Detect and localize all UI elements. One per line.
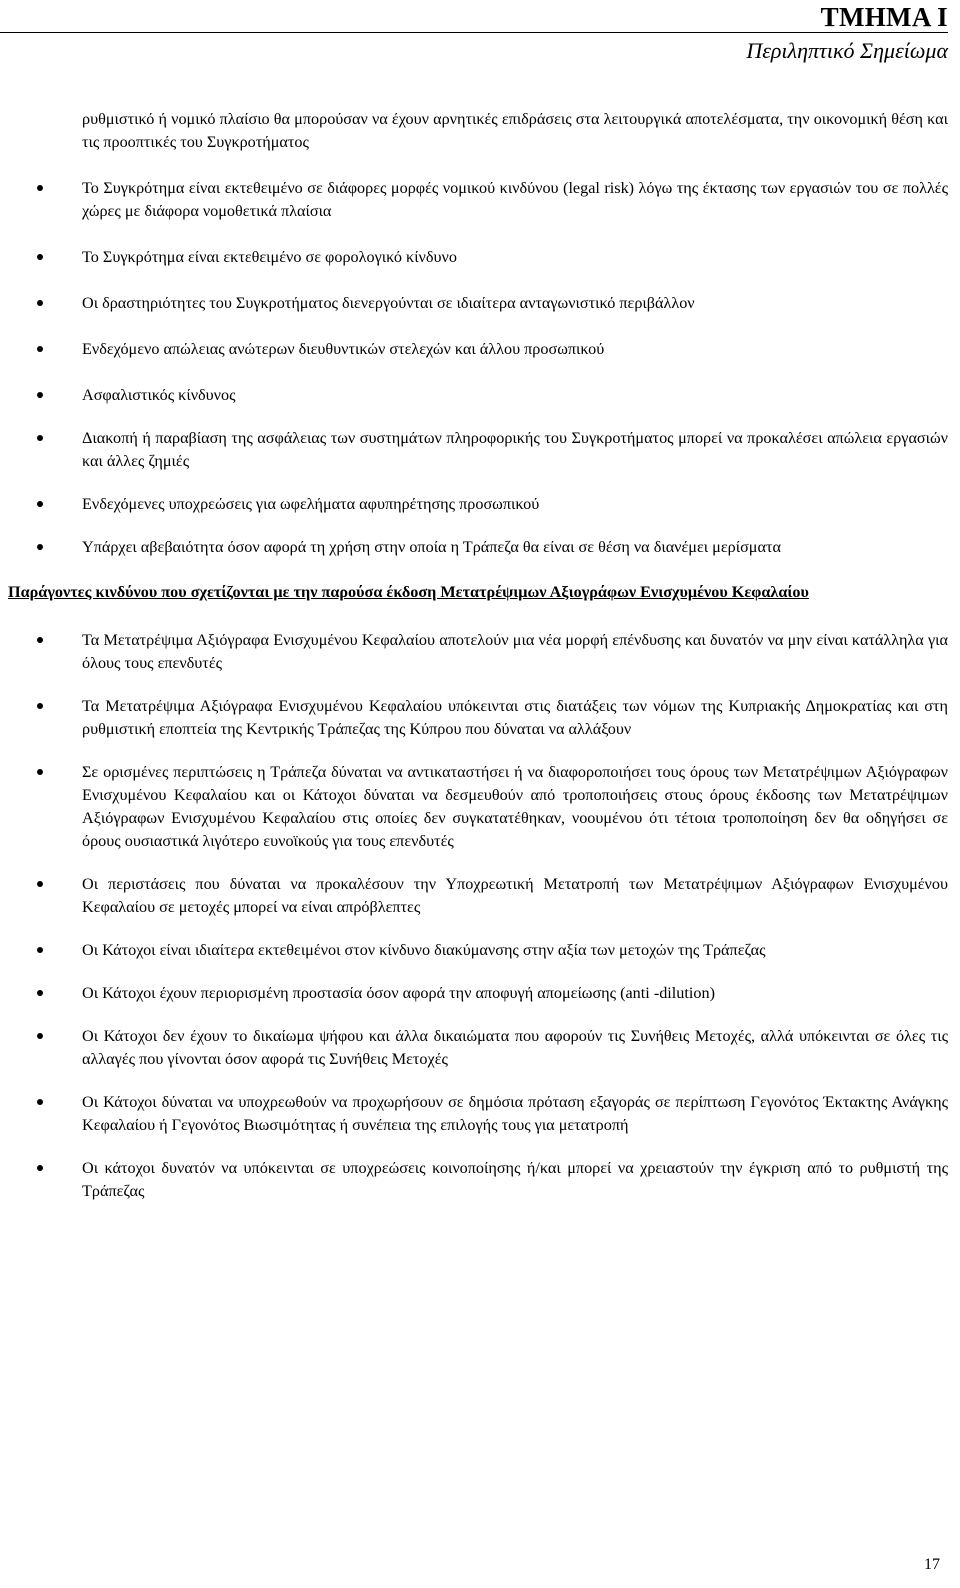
list-item xyxy=(82,493,948,516)
bullet-icon xyxy=(37,881,43,887)
document-body xyxy=(0,108,960,1203)
list-item-text: Οι περιστάσεις που δύναται να προκαλέσουν την Υποχρεωτική Μετατροπή των Μετατρέψιμων Αξιόγραφων Ενισχυμένου Κεφαλαίου σε μετοχές μπορεί να είναι απρόβλεπτες xyxy=(82,875,948,916)
list-item xyxy=(82,177,948,223)
list-item-text: Οι Κάτοχοι είναι ιδιαίτερα εκτεθειμένοι στον κίνδυνο διακύμανσης στην αξία των μετοχών της Τράπεζας xyxy=(82,941,766,959)
bullet-icon xyxy=(37,254,43,260)
bullet-icon xyxy=(37,300,43,306)
list-item xyxy=(82,873,948,919)
page-number: 17 xyxy=(924,1556,940,1573)
bullet-icon xyxy=(37,392,43,398)
list-item-text: Ενδεχόμενο απώλειας ανώτερων διευθυντικών στελεχών και άλλου προσωπικού xyxy=(82,340,605,358)
bullet-icon xyxy=(37,501,43,507)
list-item xyxy=(82,536,948,559)
list-item xyxy=(82,982,948,1005)
list-item xyxy=(82,292,948,315)
bullet-icon xyxy=(37,637,43,643)
bullet-icon xyxy=(37,1165,43,1171)
section-subheading: Περιληπτικό Σημείωμα xyxy=(746,38,948,63)
list-item xyxy=(82,695,948,741)
bullet-icon xyxy=(37,1099,43,1105)
list-item xyxy=(82,761,948,853)
list-item-text: Το Συγκρότημα είναι εκτεθειμένο σε διάφορες μορφές νομικού κινδύνου (legal risk) λόγω της έκτασης των εργασιών του σε πολλές χώρες με διάφορα νομοθετικά πλαίσια xyxy=(82,179,948,220)
intro-continuation: ρυθμιστικό ή νομικό πλαίσιο θα μπορούσαν να έχουν αρνητικές επιδράσεις στα λειτουργικά αποτελέσματα, την οικονομική θέση και τις προοπτικές του Συγκροτήματος xyxy=(82,110,948,151)
bullet-icon xyxy=(37,769,43,775)
list-item-text: Υπάρχει αβεβαιότητα όσον αφορά τη χρήση στην οποία η Τράπεζα θα είναι σε θέση να διανέμει μερίσματα xyxy=(82,538,781,556)
list-item xyxy=(82,1025,948,1071)
list-item-text: Ενδεχόμενες υποχρεώσεις για ωφελήματα αφυπηρέτησης προσωπικού xyxy=(82,495,540,513)
bullet-icon xyxy=(37,185,43,191)
list-item-text: Διακοπή ή παραβίαση της ασφάλειας των συστημάτων πληροφορικής του Συγκροτήματος μπορεί να προκαλέσει απώλεια εργασιών και άλλες ζημιές xyxy=(82,429,948,470)
list-item xyxy=(82,246,948,269)
list-item xyxy=(82,338,948,361)
list-item xyxy=(82,1157,948,1203)
list-item-text: Το Συγκρότημα είναι εκτεθειμένο σε φορολογικό κίνδυνο xyxy=(82,248,457,266)
risk-section-title: Παράγοντες κινδύνου που σχετίζονται με την παρούσα έκδοση Μετατρέψιμων Αξιογράφων Ενισχυμένου Κεφαλαίου xyxy=(8,583,809,601)
list-item xyxy=(82,427,948,473)
list-item-text: Σε ορισμένες περιπτώσεις η Τράπεζα δύναται να αντικαταστήσει ή να διαφοροποιήσει τους όρους των Μετατρέψιμων Αξιόγραφων Ενισχυμένου Κεφαλαίου και οι Κάτοχοι δύναται να δεσμευθούν από τροποποιήσεις στους όρους έκδοσης των Μετατρέψιμων Αξιόγραφων Ενισχυμένου Κεφαλαίου στις οποίες δεν συγκατατέθηκαν, νοουμένου ότι τέτοια τροποποίηση δεν θα οδηγήσει σε όρους ουσιαστικά λιγότερο ευνοϊκούς για τους επενδυτές xyxy=(82,763,948,850)
list-item xyxy=(82,629,948,675)
section-heading: ΤΜΗΜΑ Ι xyxy=(820,2,948,32)
list-item-text: Οι κάτοχοι δυνατόν να υπόκεινται σε υποχρεώσεις κοινοποίησης ή/και μπορεί να χρειαστούν την έγκριση από το ρυθμιστή της Τράπεζας xyxy=(82,1159,948,1200)
bullet-icon xyxy=(37,435,43,441)
list-item xyxy=(82,939,948,962)
list-item-text: Ασφαλιστικός κίνδυνος xyxy=(82,386,236,404)
bullet-icon xyxy=(37,947,43,953)
page-header xyxy=(0,0,948,65)
bullet-icon xyxy=(37,1033,43,1039)
bullet-icon xyxy=(37,703,43,709)
list-item-text: Τα Μετατρέψιμα Αξιόγραφα Ενισχυμένου Κεφαλαίου υπόκεινται στις διατάξεις των νόμων της Κυπριακής Δημοκρατίας και στη ρυθμιστική εποπτεία της Κεντρικής Τράπεζας της Κύπρου που δύναται να αλλάξουν xyxy=(82,697,948,738)
list-item xyxy=(82,1091,948,1137)
list-item xyxy=(82,384,948,407)
list-item-text: Οι δραστηριότητες του Συγκροτήματος διενεργούνται σε ιδιαίτερα ανταγωνιστικό περιβάλλον xyxy=(82,294,695,312)
bullet-icon xyxy=(37,346,43,352)
list-item-text: Οι Κάτοχοι δεν έχουν το δικαίωμα ψήφου και άλλα δικαιώματα που αφορούν τις Συνήθεις Μετοχές, αλλά υπόκεινται σε όλες τις αλλαγές που γίνονται όσον αφορά τις Συνήθεις Μετοχές xyxy=(82,1027,948,1068)
list-item-text: Οι Κάτοχοι δύναται να υποχρεωθούν να προχωρήσουν σε δημόσια πρόταση εξαγοράς σε περίπτωση Γεγονότος Έκτακτης Ανάγκης Κεφαλαίου ή Γεγονότος Βιωσιμότητας ή συνέπεια της επιλογής τους για μετατροπή xyxy=(82,1093,948,1134)
list-item-text: Οι Κάτοχοι έχουν περιορισμένη προστασία όσον αφορά την αποφυγή απομείωσης (anti -dilution) xyxy=(82,984,715,1002)
bullet-icon xyxy=(37,990,43,996)
list-item-text: Τα Μετατρέψιμα Αξιόγραφα Ενισχυμένου Κεφαλαίου αποτελούν μια νέα μορφή επένδυσης και δυνατόν να μην είναι κατάλληλα για όλους τους επενδυτές xyxy=(82,631,948,672)
bullet-icon xyxy=(37,544,43,550)
